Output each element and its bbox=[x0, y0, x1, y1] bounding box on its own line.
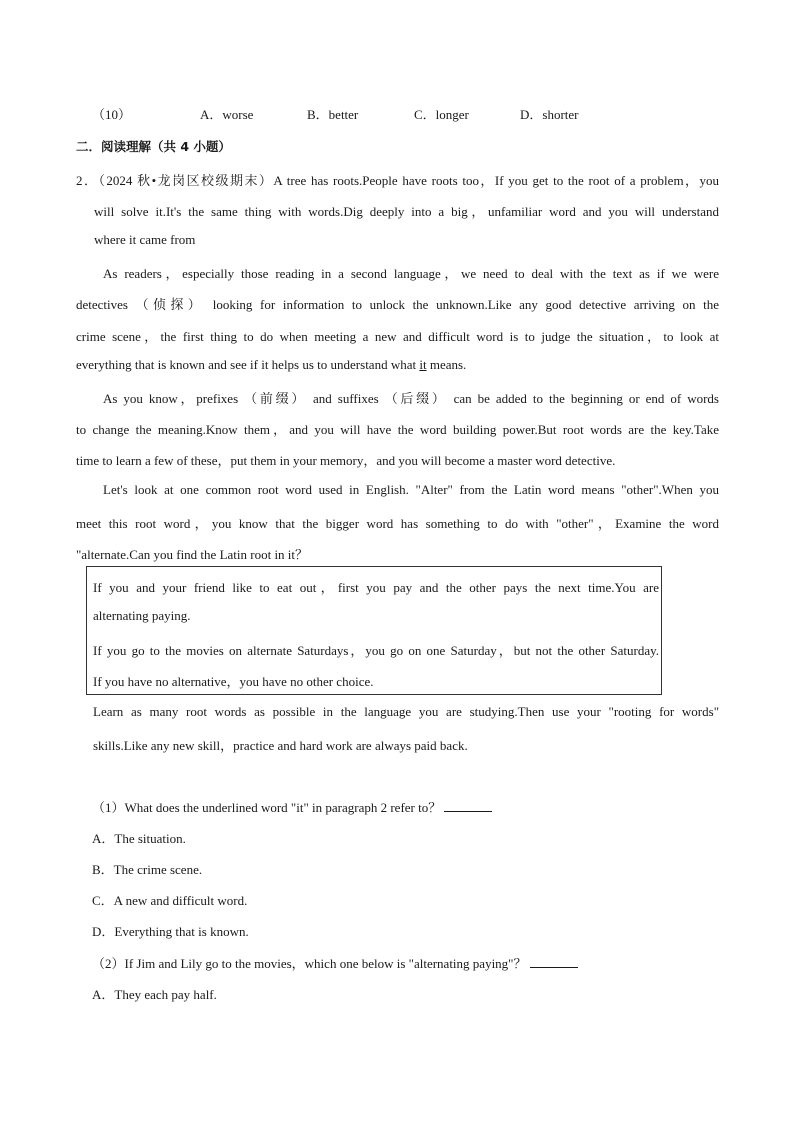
box-line: alternating paying. bbox=[93, 608, 191, 623]
passage-line: Let's look at one common root word used in English. "Alter" from the Latin word means "other".When you bbox=[103, 482, 719, 497]
passage-line: detectives （侦探） looking for information to unlock the unknown.Like any good detective arriving on the bbox=[76, 297, 719, 312]
section-heading: 二．阅读理解（共 4 小题） bbox=[76, 139, 231, 154]
box-line: If you and your friend like to eat out，first you pay and the other pays the next time.You are bbox=[93, 580, 659, 595]
option-d: D．shorter bbox=[520, 107, 579, 122]
q1-option-d: D．Everything that is known. bbox=[92, 924, 249, 939]
option-c: C．longer bbox=[414, 107, 469, 122]
passage-line: "alternate.Can you find the Latin root in it？ bbox=[76, 547, 309, 562]
passage-line: crime scene，the first thing to do when meeting a new and difficult word is to judge the situation，to look at bbox=[76, 329, 719, 344]
option-a: A．worse bbox=[200, 107, 254, 122]
question-2-stem: （2）If Jim and Lily go to the movies，which one below is "alternating paying"？ bbox=[92, 953, 578, 972]
answer-blank bbox=[444, 810, 492, 812]
q2-option-a: A．They each pay half. bbox=[92, 987, 217, 1002]
passage-line: where it came from bbox=[94, 232, 196, 247]
box-line: If you have no alternative，you have no other choice. bbox=[93, 674, 374, 689]
question-1-stem: （1）What does the underlined word "it" in paragraph 2 refer to？ bbox=[92, 797, 492, 816]
box-line: If you go to the movies on alternate Saturdays，you go on one Saturday，but not the other Saturday. bbox=[93, 643, 659, 658]
passage-line: will solve it.It's the same thing with words.Dig deeply into a big，unfamiliar word and you will understand bbox=[94, 204, 719, 219]
q1-option-a: A．The situation. bbox=[92, 831, 186, 846]
passage-line: As readers，especially those reading in a second language，we need to deal with the text as if we were bbox=[103, 266, 719, 281]
option-b: B．better bbox=[307, 107, 359, 122]
passage-line: everything that is known and see if it helps us to understand what it means. bbox=[76, 357, 467, 372]
passage-line: As you know，prefixes （前缀） and suffixes （后缀） can be added to the beginning or end of words bbox=[103, 391, 719, 406]
q1-option-c: C．A new and difficult word. bbox=[92, 893, 248, 908]
answer-blank bbox=[530, 966, 578, 968]
passage-line: skills.Like any new skill，practice and hard work are always paid back. bbox=[93, 738, 468, 753]
passage-line: Learn as many root words as possible in the language you are studying.Then use your "rooting for words" bbox=[93, 704, 719, 719]
passage-line: 2．（2024 秋•龙岗区校级期末）A tree has roots.People have roots too，If you get to the root of a problem，you bbox=[76, 173, 719, 188]
passage-line: to change the meaning.Know them，and you will have the word building power.But root words are the key.Take bbox=[76, 422, 719, 437]
passage-line: meet this root word，you know that the bigger word has something to do with "other"，Examine the word bbox=[76, 516, 719, 531]
passage-line: time to learn a few of these，put them in your memory，and you will become a master word detective. bbox=[76, 453, 616, 468]
underlined-word-it: it bbox=[419, 357, 427, 372]
q1-option-b: B．The crime scene. bbox=[92, 862, 203, 877]
question-10-number: （10） bbox=[92, 107, 132, 122]
